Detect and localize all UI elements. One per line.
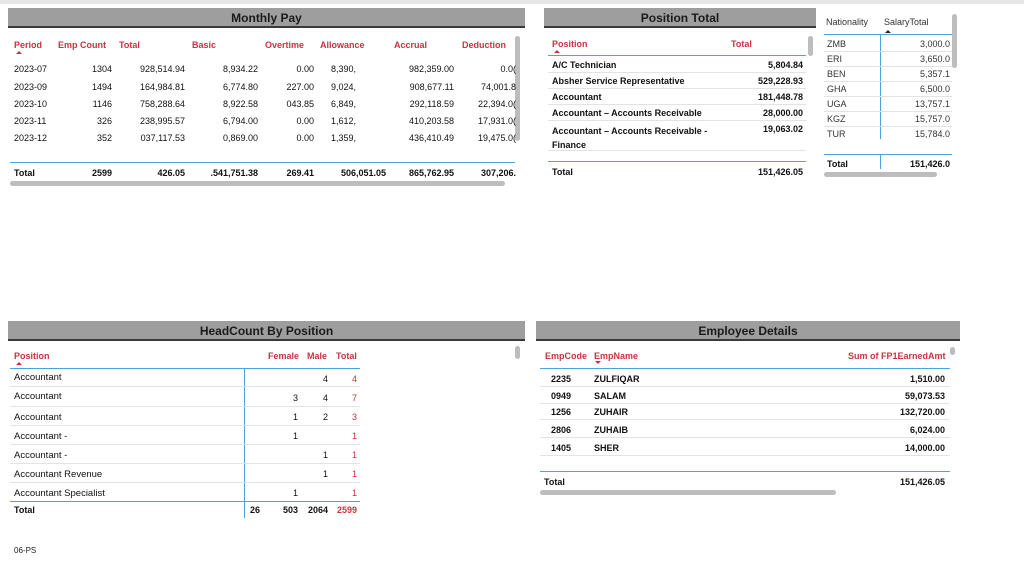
total-female: 503 bbox=[282, 505, 298, 515]
cell-period: 2023-12 bbox=[14, 133, 48, 143]
row-divider bbox=[540, 455, 950, 456]
sort-asc-icon[interactable] bbox=[16, 51, 22, 54]
cell-accrual: 410,203.58 bbox=[408, 116, 454, 126]
nationality-salary: 5,357.1 bbox=[919, 69, 950, 79]
cell-overtime: 227.00 bbox=[286, 82, 314, 92]
col-deduction[interactable]: Deduction bbox=[462, 40, 506, 50]
cell-deduction: 22,394.0( bbox=[477, 99, 516, 109]
position-name: A/C Technician bbox=[552, 60, 617, 70]
row-divider bbox=[10, 463, 360, 464]
col-total[interactable]: Total bbox=[119, 40, 140, 50]
position-name: Absher Service Representative bbox=[552, 76, 685, 86]
cell-emp-name: SALAM bbox=[594, 391, 626, 401]
cell-position: Accountant bbox=[14, 372, 62, 383]
nationality-salary: 6,500.0 bbox=[919, 84, 950, 94]
cell-emp-name: ZUHAIB bbox=[594, 425, 628, 435]
total-extra: 26 bbox=[250, 505, 261, 515]
cell-earned-amt: 132,720.00 bbox=[899, 407, 945, 417]
cell-deduction: 17,931.0( bbox=[477, 116, 516, 126]
cell-total: 037,117.53 bbox=[140, 133, 185, 143]
row-divider bbox=[824, 51, 952, 52]
cell-accrual: 982,359.00 bbox=[408, 64, 454, 74]
row-divider bbox=[824, 96, 952, 97]
col-position[interactable]: Position bbox=[14, 351, 50, 361]
sort-asc-icon[interactable] bbox=[885, 30, 891, 33]
cell-emp-code: 2806 bbox=[550, 425, 571, 435]
employee-details-title: Employee Details bbox=[536, 321, 960, 341]
col-position[interactable]: Position bbox=[552, 39, 588, 49]
nationality-salary: 3,650.0 bbox=[919, 54, 950, 64]
cell-total: 4 bbox=[351, 374, 357, 384]
row-divider bbox=[540, 386, 950, 387]
cell-position: Accountant - bbox=[14, 450, 68, 461]
total-label: Total bbox=[544, 477, 565, 487]
cell-overtime: 043.85 bbox=[286, 99, 314, 109]
cell-period: 2023-11 bbox=[14, 116, 47, 126]
cell-male: 4 bbox=[322, 393, 328, 403]
cell-position: Accountant - bbox=[14, 431, 68, 442]
cell-male: 1 bbox=[322, 469, 328, 479]
cell-overtime: 0.00 bbox=[296, 116, 314, 126]
cell-total: 928,514.94 bbox=[139, 64, 185, 74]
total-total: 426.05 bbox=[157, 168, 185, 178]
row-divider bbox=[824, 126, 952, 127]
col-earned-amt[interactable]: Sum of FP1EarnedAmt bbox=[848, 351, 946, 361]
row-divider bbox=[10, 386, 360, 387]
col-period[interactable]: Period bbox=[14, 40, 43, 50]
total-amount: 151,426.05 bbox=[757, 167, 803, 177]
cell-total: 164,984.81 bbox=[139, 82, 185, 92]
cell-earned-amt: 14,000.00 bbox=[904, 443, 945, 453]
row-divider bbox=[548, 104, 806, 105]
total-divider bbox=[10, 162, 515, 163]
total-basic: .541,751.38 bbox=[210, 168, 258, 178]
total-accrual: 865,762.95 bbox=[408, 168, 454, 178]
col-accrual[interactable]: Accrual bbox=[394, 40, 428, 50]
cell-position: Accountant bbox=[14, 412, 62, 423]
cell-total: 1 bbox=[351, 469, 357, 479]
employee-vscroll[interactable] bbox=[950, 347, 955, 355]
total-label: Total bbox=[827, 159, 848, 169]
nationality-code: GHA bbox=[827, 84, 847, 94]
cell-position: Accountant Revenue bbox=[14, 469, 103, 480]
cell-deduction: 0.0( bbox=[500, 64, 516, 74]
cell-male: 1 bbox=[322, 450, 328, 460]
column-divider bbox=[880, 155, 881, 169]
cell-total: 7 bbox=[351, 393, 357, 403]
position-amount: 181,448.78 bbox=[757, 92, 803, 102]
cell-female: 1 bbox=[292, 431, 298, 441]
total-amount: 151,426.05 bbox=[899, 477, 945, 487]
position-total-vscroll[interactable] bbox=[808, 36, 813, 56]
nationality-code: BEN bbox=[827, 69, 846, 79]
cell-female: 1 bbox=[292, 412, 298, 422]
cell-period: 2023-09 bbox=[14, 82, 48, 92]
header-divider bbox=[540, 368, 950, 369]
total-label: Total bbox=[14, 168, 35, 178]
row-divider bbox=[548, 150, 806, 151]
cell-total: 3 bbox=[351, 412, 357, 422]
position-name: Accountant – Accounts Receivable bbox=[552, 108, 702, 118]
cell-earned-amt: 59,073.53 bbox=[904, 391, 945, 401]
header-divider bbox=[10, 368, 360, 369]
nationality-code: ZMB bbox=[827, 39, 846, 49]
cell-basic: 8,934.22 bbox=[222, 64, 258, 74]
sort-asc-icon[interactable] bbox=[554, 50, 560, 53]
total-divider bbox=[10, 501, 360, 502]
row-divider bbox=[548, 120, 806, 121]
row-divider bbox=[10, 425, 360, 426]
position-amount: 5,804.84 bbox=[767, 60, 803, 70]
cell-period: 2023-07 bbox=[14, 64, 48, 74]
row-divider bbox=[540, 437, 950, 438]
cell-male: 4 bbox=[322, 374, 328, 384]
total-divider bbox=[540, 471, 950, 472]
sort-asc-icon[interactable] bbox=[16, 362, 22, 365]
cell-emp-count: 1304 bbox=[91, 64, 112, 74]
col-total[interactable]: Total bbox=[336, 351, 357, 361]
nationality-code: ERI bbox=[827, 54, 843, 64]
cell-emp-code: 1256 bbox=[550, 407, 571, 417]
row-divider bbox=[10, 444, 360, 445]
cell-earned-amt: 6,024.00 bbox=[909, 425, 945, 435]
cell-emp-name: ZULFIQAR bbox=[594, 374, 640, 384]
row-divider bbox=[10, 482, 360, 483]
header-divider bbox=[548, 55, 806, 56]
total-divider bbox=[824, 154, 952, 155]
position-amount: 529,228.93 bbox=[757, 76, 803, 86]
row-divider bbox=[540, 403, 950, 404]
nationality-hscroll[interactable] bbox=[824, 172, 937, 177]
cell-accrual: 908,677.11 bbox=[409, 82, 454, 92]
col-position-total[interactable]: Total bbox=[731, 39, 752, 49]
cell-allowance: 9,024, bbox=[331, 82, 357, 92]
total-allowance: 506,051.05 bbox=[340, 168, 386, 178]
cell-deduction: 74,001.8 bbox=[480, 82, 516, 92]
top-bar bbox=[0, 0, 1024, 4]
cell-emp-code: 2235 bbox=[550, 374, 571, 384]
col-allowance[interactable]: Allowance bbox=[320, 40, 365, 50]
col-emp-code[interactable]: EmpCode bbox=[545, 351, 588, 361]
nationality-salary: 13,757.1 bbox=[914, 99, 950, 109]
cell-deduction: 19,475.0( bbox=[477, 133, 516, 143]
nationality-code: TUR bbox=[827, 129, 846, 139]
nationality-salary: 15,757.0 bbox=[914, 114, 950, 124]
cell-earned-amt: 1,510.00 bbox=[909, 374, 945, 384]
total-total: 2599 bbox=[336, 505, 357, 515]
col-basic[interactable]: Basic bbox=[192, 40, 217, 50]
nationality-code: KGZ bbox=[827, 114, 846, 124]
headcount-vscroll[interactable] bbox=[515, 346, 520, 359]
cell-female: 3 bbox=[292, 393, 298, 403]
row-divider bbox=[824, 111, 952, 112]
row-divider bbox=[548, 72, 806, 73]
cell-accrual: 292,118.59 bbox=[409, 99, 454, 109]
cell-basic: 0,869.00 bbox=[222, 133, 258, 143]
cell-basic: 8,922.58 bbox=[222, 99, 258, 109]
col-male[interactable]: Male bbox=[307, 351, 328, 361]
row-divider bbox=[540, 419, 950, 420]
row-divider bbox=[548, 88, 806, 89]
col-emp-name[interactable]: EmpName bbox=[594, 351, 639, 361]
col-salary-total[interactable]: SalaryTotal bbox=[884, 17, 929, 27]
total-overtime: 269.41 bbox=[286, 168, 314, 178]
cell-allowance: 1,359, bbox=[331, 133, 357, 143]
col-emp-count[interactable]: Emp Count bbox=[58, 40, 106, 50]
cell-emp-count: 1146 bbox=[92, 99, 112, 109]
position-amount: 28,000.00 bbox=[762, 108, 803, 118]
nationality-code: UGA bbox=[827, 99, 847, 109]
total-emp-count: 2599 bbox=[91, 168, 112, 178]
position-name: Accountant bbox=[552, 92, 602, 102]
position-name: Accountant – Accounts Receivable - Finance bbox=[552, 126, 708, 150]
cell-position: Accountant Specialist bbox=[14, 488, 105, 499]
col-overtime[interactable]: Overtime bbox=[265, 40, 305, 50]
cell-total: 1 bbox=[351, 488, 357, 498]
cell-emp-name: SHER bbox=[594, 443, 620, 453]
total-label: Total bbox=[14, 505, 35, 515]
page-label: 06-PS bbox=[14, 546, 37, 555]
cell-total: 758,288.64 bbox=[139, 99, 185, 109]
total-label: Total bbox=[552, 167, 573, 177]
row-divider bbox=[824, 66, 952, 67]
cell-accrual: 436,410.49 bbox=[408, 133, 454, 143]
cell-position: Accountant bbox=[14, 391, 62, 402]
headcount-title: HeadCount By Position bbox=[8, 321, 525, 341]
total-amount: 151,426.0 bbox=[909, 159, 950, 169]
monthly-pay-title: Monthly Pay bbox=[8, 8, 525, 28]
cell-total: 238,995.57 bbox=[139, 116, 185, 126]
cell-allowance: 8,390, bbox=[331, 64, 357, 74]
position-total-title: Position Total bbox=[544, 8, 816, 28]
cell-total: 1 bbox=[351, 431, 357, 441]
cell-emp-count: 326 bbox=[96, 116, 112, 126]
total-deduction: 307,206. bbox=[480, 168, 516, 178]
cell-allowance: 1,612, bbox=[331, 116, 357, 126]
col-nationality[interactable]: Nationality bbox=[826, 17, 869, 27]
cell-emp-count: 352 bbox=[96, 133, 112, 143]
col-female[interactable]: Female bbox=[268, 351, 300, 361]
nationality-vscroll[interactable] bbox=[952, 14, 957, 68]
column-divider bbox=[244, 502, 245, 518]
header-divider bbox=[824, 34, 952, 35]
monthly-pay-hscroll[interactable] bbox=[10, 181, 505, 186]
sort-desc-icon[interactable] bbox=[595, 361, 601, 364]
nationality-salary: 15,784.0 bbox=[914, 129, 950, 139]
nationality-salary: 3,000.0 bbox=[919, 39, 950, 49]
cell-emp-count: 1494 bbox=[91, 82, 112, 92]
cell-emp-name: ZUHAIR bbox=[594, 407, 628, 417]
row-divider bbox=[10, 406, 360, 407]
cell-emp-code: 1405 bbox=[550, 443, 571, 453]
cell-period: 2023-10 bbox=[14, 99, 48, 109]
cell-total: 1 bbox=[351, 450, 357, 460]
cell-male: 2 bbox=[322, 412, 328, 422]
cell-basic: 6,794.00 bbox=[222, 116, 258, 126]
cell-allowance: 6,849, bbox=[331, 99, 357, 109]
total-divider bbox=[548, 161, 806, 162]
cell-female: 1 bbox=[292, 488, 298, 498]
cell-overtime: 0.00 bbox=[296, 133, 314, 143]
cell-basic: 6,774.80 bbox=[222, 82, 258, 92]
cell-overtime: 0.00 bbox=[296, 64, 314, 74]
row-divider bbox=[824, 81, 952, 82]
employee-hscroll[interactable] bbox=[540, 490, 836, 495]
position-amount: 19,063.02 bbox=[762, 124, 803, 134]
cell-emp-code: 0949 bbox=[550, 391, 571, 401]
total-male: 2064 bbox=[307, 505, 328, 515]
